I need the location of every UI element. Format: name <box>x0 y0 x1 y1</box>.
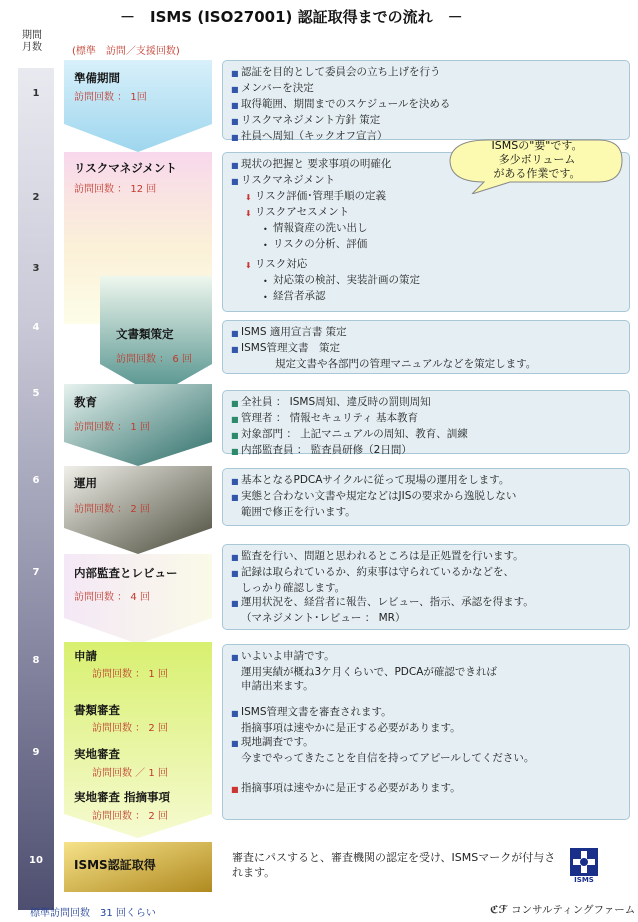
docs-item: ISMS 適用宣言書 策定 <box>241 326 347 338</box>
audit-item-cont: しっかり確認します。 <box>241 582 346 594</box>
stage-visits-apply: 訪問回数 ： 1 回 <box>92 669 168 680</box>
risk-subsubitem: 経営者承認 <box>273 290 326 302</box>
box-risk: ■ 現状の把握と 要求事項の明確化 ■ リスクマネジメント ⬇ リスク評価･管理手順の定義 ⬇ リスクアセスメント • 情報資産の洗い出し • リスクの分析、評価 ⬇ リスク対応 • 対応策の検討、実装計画の策定 • 経営者承認 <box>222 152 630 312</box>
stage-title-risk: リスクマネジメント <box>74 161 177 175</box>
month-6: 6 <box>32 475 40 486</box>
box-prep: ■ 認証を目的として委員会の立ち上げを行う ■ メンバーを決定 ■ 取得範囲、期間までのスケジュールを決める ■ リスクマネジメント方針 策定 ■ 社員へ周知（キックオフ宣言） <box>222 60 630 140</box>
stage-title-edu: 教育 <box>74 395 97 409</box>
prep-item: メンバーを決定 <box>241 82 314 94</box>
risk-subsubitem: 情報資産の洗い出し <box>273 222 368 234</box>
edu-item: 内部監査員 ： 監査員研修（2日間） <box>241 444 412 456</box>
brand-logo-icon: ℭℱ <box>490 904 508 916</box>
apply-item: 現地調査です。 <box>241 736 314 748</box>
page-title: － ISMS (ISO27001) 認証取得までの流れ － <box>120 8 463 26</box>
box-edu: ■ 全社員 ： ISMS周知、違反時の罰則周知 ■ 管理者 ： 情報セキュリティ 基本教育 ■ 対象部門 ： 上記マニュアルの周知、教育、訓練 ■ 内部監査員 ： 監査員研修（2日間） <box>222 390 630 454</box>
prep-item: 社員へ周知（キックオフ宣言） <box>241 130 388 142</box>
callout-text: ISMSの"要"です。 多少ボリューム がある作業です。 <box>491 139 583 180</box>
docs-note: 規定文書や各部門の管理マニュアルなどを策定します。 <box>275 358 537 370</box>
stage-title-doc-review: 書類審査 <box>74 703 120 717</box>
apply-item: ISMS管理文書を審査されます。 <box>241 706 392 718</box>
month-5: 5 <box>32 388 40 399</box>
stage-title-apply: 申請 <box>74 649 97 663</box>
edu-item: 全社員 ： ISMS周知、違反時の罰則周知 <box>241 396 431 408</box>
stage-visits-site-review: 訪問回数 ／ 1 回 <box>92 768 168 779</box>
audit-item-cont: （マネジメント･レビュー ： MR） <box>241 612 406 624</box>
apply-item: 指摘事項は速やかに是正する必要があります。 <box>241 782 461 794</box>
month-9: 9 <box>32 747 40 758</box>
period-label: 期間 月数 <box>22 30 42 53</box>
stage-title-docs: 文書類策定 <box>116 327 174 341</box>
month-1: 1 <box>32 88 40 99</box>
risk-subitem: リスクアセスメント <box>255 206 350 218</box>
ops-item-cont: 範囲で修正を行います。 <box>241 506 356 518</box>
apply-item-cont: 申請出来ます。 <box>241 680 314 692</box>
prep-item: 認証を目的として委員会の立ち上げを行う <box>241 66 441 78</box>
isms-logo <box>566 846 602 886</box>
apply-item: いよいよ申請です。 <box>241 650 335 662</box>
stage-title-ops: 運用 <box>74 476 97 490</box>
risk-subsubitem: リスクの分析、評価 <box>273 238 368 250</box>
prep-item: リスクマネジメント方針 策定 <box>241 114 381 126</box>
edu-item: 管理者 ： 情報セキュリティ 基本教育 <box>241 412 418 424</box>
month-7: 7 <box>32 567 40 578</box>
ops-item: 実態と合わない文書や規定などはJISの要求から逸脱しない <box>241 490 517 502</box>
box-ops: ■ 基本となるPDCAサイクルに従って現場の運用をします。 ■ 実態と合わない文書や規定などはJISの要求から逸脱しない 範囲で修正を行います。 <box>222 468 630 526</box>
apply-item-cont: 今までやってきたことを自信を持ってアピールしてください。 <box>241 752 535 764</box>
stage-visits-edu: 訪問回数 ： 1 回 <box>74 422 150 433</box>
stage-visits-findings: 訪問回数 ： 2 回 <box>92 811 168 822</box>
stage-visits-docs: 訪問回数 ： 6 回 <box>116 354 192 365</box>
risk-subsubitem: 対応策の検討、実装計画の策定 <box>273 274 420 286</box>
audit-item: 記録は取られているか、約束事は守られているかなどを、 <box>241 566 514 578</box>
visits-note: (標準 訪問／支援回数) <box>72 46 180 57</box>
final-text: 審査にパスすると、審査機関の認定を受け、ISMSマークが付与されます。 <box>232 851 556 879</box>
box-docs: ■ ISMS 適用宣言書 策定 ■ ISMS管理文書 策定 規定文書や各部門の管理マニュアルなどを策定します。 <box>222 320 630 374</box>
footer-brand <box>490 902 635 917</box>
stage-title-prep: 準備期間 <box>74 71 120 85</box>
stage-visits-doc-review: 訪問回数 ： 2 回 <box>92 723 168 734</box>
audit-item: 監査を行い、問題と思われるところは是正処置を行います。 <box>241 550 524 562</box>
stage-title-cert: ISMS認証取得 <box>74 858 156 872</box>
ops-item: 基本となるPDCAサイクルに従って現場の運用をします。 <box>241 474 510 486</box>
month-10: 10 <box>29 855 43 866</box>
footer-total-visits: 標準訪問回数 31 回くらい <box>30 908 156 919</box>
box-apply: ■ いよいよ申請です。 運用実績が概ね3ケ月くらいで、PDCAが確認できれば 申請出来ます。 ■ ISMS管理文書を審査されます。 指摘事項は速やかに是正する必要があります。 ■ 現地調査です。 今までやってきたことを自信を持ってアピールしてください。 ■ 指摘事項は速やかに是正する必要があります。 <box>222 644 630 820</box>
stage-visits-prep: 訪問回数 ： 1回 <box>74 92 147 103</box>
apply-item-cont: 指摘事項は速やかに是正する必要があります。 <box>241 722 461 734</box>
month-3: 3 <box>32 263 40 274</box>
stage-visits-risk: 訪問回数 ： 12 回 <box>74 184 157 195</box>
audit-item: 運用状況を、経営者に報告、レビュー、指示、承認を得ます。 <box>241 596 534 608</box>
docs-item: ISMS管理文書 策定 <box>241 342 340 354</box>
month-4: 4 <box>32 322 40 333</box>
stage-visits-audit: 訪問回数 ： 4 回 <box>74 592 150 603</box>
prep-item: 取得範囲、期間までのスケジュールを決める <box>241 98 451 110</box>
risk-item: 現状の把握と 要求事項の明確化 <box>241 158 392 170</box>
box-audit: ■ 監査を行い、問題と思われるところは是正処置を行います。 ■ 記録は取られているか、約束事は守られているかなどを、 しっかり確認します。 ■ 運用状況を、経営者に報告、レビュー、指示、承認を得ます。 （マネジメント･レビュー ： MR） <box>222 544 630 630</box>
stage-visits-ops: 訪問回数 ： 2 回 <box>74 504 150 515</box>
risk-subitem: リスク対応 <box>255 258 308 270</box>
month-8: 8 <box>32 655 40 666</box>
apply-item-cont: 運用実績が概ね3ケ月くらいで、PDCAが確認できれば <box>241 666 497 678</box>
risk-item: リスクマネジメント <box>241 174 335 186</box>
edu-item: 対象部門 ： 上記マニュアルの周知、教育、訓練 <box>241 428 468 440</box>
risk-subitem: リスク評価･管理手順の定義 <box>255 190 387 202</box>
stage-title-site-review: 実地審査 <box>74 747 120 761</box>
month-2: 2 <box>32 192 40 203</box>
brand-name: コンサルティングファーム <box>511 904 636 916</box>
stage-title-findings: 実地審査 指摘事項 <box>74 790 171 804</box>
isms-logo-label: ISMS <box>574 876 594 884</box>
stage-title-audit: 内部監査とレビュー <box>74 566 178 580</box>
